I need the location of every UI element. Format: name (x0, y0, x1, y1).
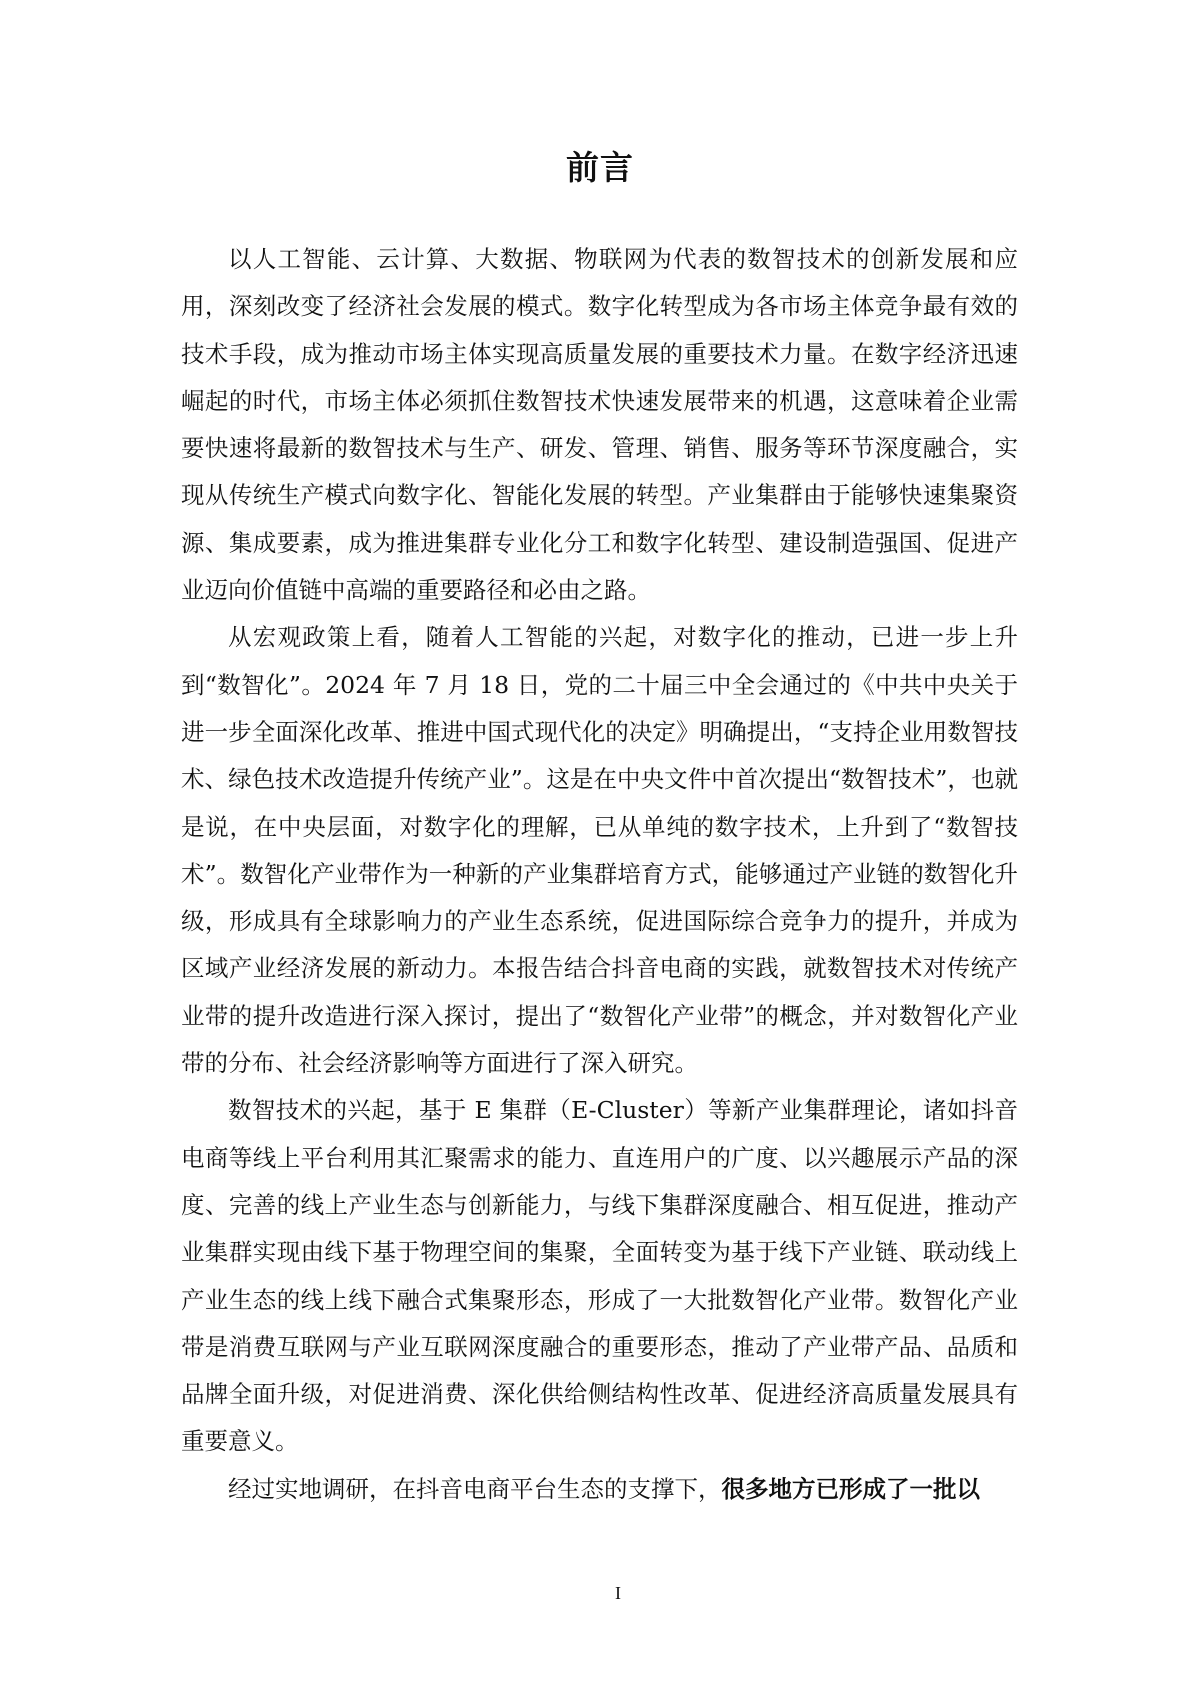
page-title: 前言 (566, 148, 634, 187)
paragraph-4-bold-text: 很多地方已形成了一批以 (721, 1474, 980, 1503)
page-number: I (615, 1583, 621, 1603)
paragraph-3: 数智技术的兴起，基于 E 集群（E-Cluster）等新产业集群理论，诸如抖音电商等线上平台利用其汇聚需求的能力、直连用户的广度、以兴趣展示产品的深度、完善的线上产业生态与创新能力，与线下集群深度融合、相互促进，推动产业集群实现由线下基于物理空间的集聚，全面转变为基于线下产业链、联动线上产业生态的线上线下融合式集聚形态，形成了一大批数智化产业带。数智化产业带是消费互联网与产业互联网深度融合的重要形态，推动了产业带产品、品质和品牌全面升级，对促进消费、深化供给侧结构性改革、促进经济高质量发展具有重要意义。 (181, 1096, 1018, 1456)
paragraph-4 (181, 1466, 1018, 1513)
paragraph-4-normal-text: 经过实地调研，在抖音电商平台生态的支撑下， (228, 1474, 722, 1503)
document-body (181, 236, 1018, 1513)
paragraph-2: 从宏观政策上看，随着人工智能的兴起，对数字化的推动，已进一步上升到“数智化”。2024 年 7 月 18 日，党的二十届三中全会通过的《中共中央关于进一步全面深化改革、推进中国式现代化的决定》明确提出，“支持企业用数智技术、绿色技术改造提升传统产业”。这是在中央文件中首次提出“数智技术”，也就是说，在中央层面，对数字化的理解，已从单纯的数字技术，上升到了“数智技术”。数智化产业带作为一种新的产业集群培育方式，能够通过产业链的数智化升级，形成具有全球影响力的产业生态系统，促进国际综合竞争力的提升，并成为区域产业经济发展的新动力。本报告结合抖音电商的实践，就数智技术对传统产业带的提升改造进行深入探讨，提出了“数智化产业带”的概念，并对数智化产业带的分布、社会经济影响等方面进行了深入研究。 (181, 623, 1018, 1078)
paragraph-1: 以人工智能、云计算、大数据、物联网为代表的数智技术的创新发展和应用，深刻改变了经济社会发展的模式。数字化转型成为各市场主体竞争最有效的技术手段，成为推动市场主体实现高质量发展的重要技术力量。在数字经济迅速崛起的时代，市场主体必须抓住数智技术快速发展带来的机遇，这意味着企业需要快速将最新的数智技术与生产、研发、管理、销售、服务等环节深度融合，实现从传统生产模式向数字化、智能化发展的转型。产业集群由于能够快速集聚资源、集成要素，成为推进集群专业化分工和数字化转型、建设制造强国、促进产业迈向价值链中高端的重要路径和必由之路。 (181, 245, 1018, 605)
